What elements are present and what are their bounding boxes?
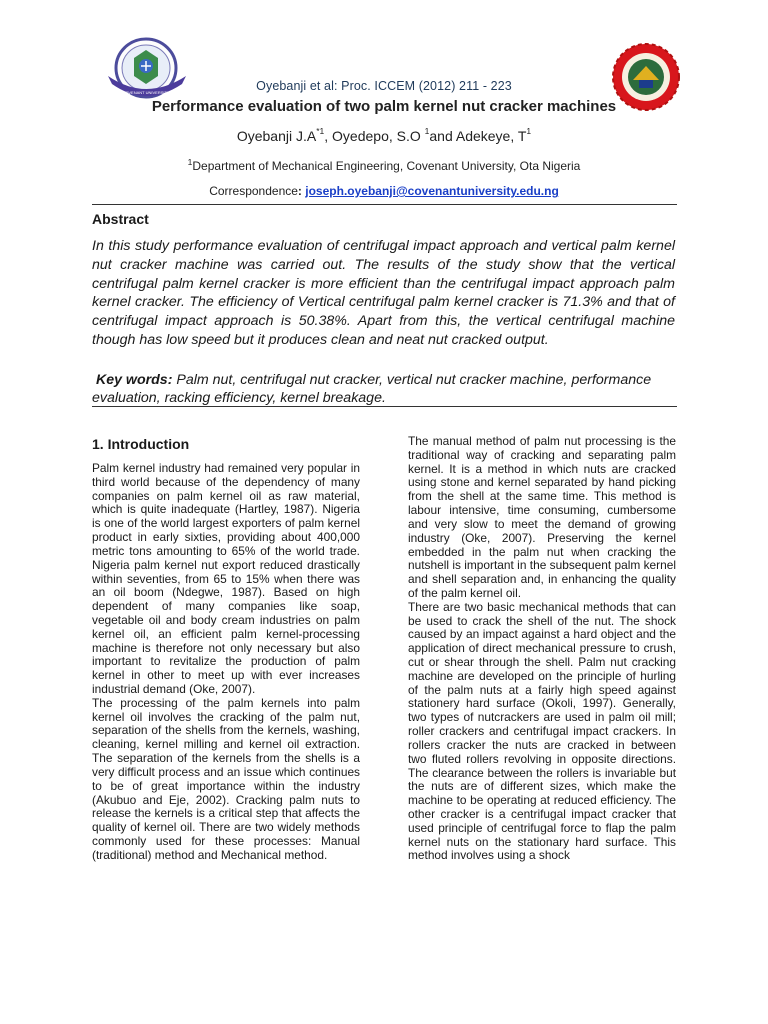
abstract-bottom-rule (92, 406, 677, 407)
author-separator: and (429, 128, 456, 144)
left-column (92, 462, 360, 863)
author-separator: , (324, 128, 333, 144)
correspondence-colon: : (297, 184, 306, 198)
author-name: Oyedepo, S.O (332, 128, 421, 144)
paragraph: There are two basic mechanical methods that can be used to crack the shell of the nut. The shock caused by an impact against a hard object and the application of direct mechanical pressure to crush, cut or shear through the shell. Palm nut cracking machine are developed on the principle of hurling of the palm nuts at a fairly high speed against stationery hard surface (Okoli, 1997). Generally, two types of nutcrackers are used in palm oil mill; roller crackers and centrifugal impact crackers. In rollers cracker the nuts are cracked in between two fluted rollers revolving in opposite directions. The clearance between the rollers is invariable but the nuts are of different sizes, which make the machine to be operating at reduced efficiency. The other cracker is a centrifugal impact cracker that used principle of centrifugal force to flap the palm kernel nuts on the stationary hard surface. This method involves using a shock (408, 599, 676, 863)
paragraph: Palm kernel industry had remained very popular in third world because of the dependency of many companies on palm kernel oil as raw material, which is quite inadequate (Hartley, 1987). Nigeria is one of the world largest exporters of palm kernel product in early sixties, providing about 400,000 metric tons amounting to 65% of the world trade. Nigeria palm kernel nut export reduced drastically within seventies, from 65 to 15% when there was an oil boom (Ndegwe, 1987). Based on high dependent of many companies like soap, vegetable oil and body cream industries on palm kernel oil, an efficient palm kernel-processing machine is therefore not only necessary but also important to revitalize the production of palm kernel in other to meet up with ever increases industrial demand (Oke, 2007). (92, 461, 360, 696)
abstract-text: In this study performance evaluation of centrifugal impact approach and vertical palm kernel nut cracker machine was carried out. The results of the study show that the vertical centrifugal palm kernel cracker is more efficient than the centrifugal impact approach palm kernel cracker. The efficiency of Vertical centrifugal palm kernel cracker is 71.3% and that of centrifugal impact approach is 50.38%. Apart from this, the vertical centrifugal machine though has low speed but it produces clean and neat nut cracked output. (92, 238, 675, 348)
keywords-text: Palm nut, centrifugal nut cracker, vertical nut cracker machine, performance evaluation, racking efficiency, kernel breakage. (92, 372, 652, 406)
author-affiliation-mark: 1 (526, 126, 532, 136)
paragraph: The processing of the palm kernels into palm kernel oil involves the cracking of the palm nut, separation of the shells from the kernels, washing, cleaning, kernel milling and kernel oil extraction. The separation of the kernels from the shells is a very difficult process and an issue which continues to be of great importance within the industry (Akubuo and Eje, 2002). Cracking palm nuts to release the kernels is a critical step that affects the quality of kernel oil. There are two widely methods commonly used for these processes: Manual (traditional) method and Mechanical method. (92, 695, 360, 862)
author-name: Oyebanji J.A (236, 128, 317, 144)
svg-text:COVENANT UNIVERSITY: COVENANT UNIVERSITY (122, 90, 170, 95)
right-column (408, 435, 676, 863)
author-list (0, 128, 768, 144)
affiliation-text: Department of Mechanical Engineering, Covenant University, Ota Nigeria (192, 159, 581, 173)
keywords (92, 372, 682, 407)
author-affiliation-mark: 1 (424, 126, 430, 136)
affiliation (0, 159, 768, 173)
paper-title: Performance evaluation of two palm kernel nut cracker machines (151, 98, 617, 115)
abstract-top-rule (92, 204, 677, 205)
section-heading-introduction: 1. Introduction (92, 436, 190, 452)
paragraph: The manual method of palm nut processing is the traditional way of cracking and separating palm kernel. It is a method in which nuts are cracked using stone and kernel separated by hand picking from the shell at the same time. This method is labour intensive, time consuming, cumbersome and very slow to meet the demand of growing industry (Oke, 2007). Preserving the kernel embedded in the palm nut when cracking the nutshell is important in the subsequent palm kernel and shell separation and, in enhancing the quality of the palm kernel oil. (408, 434, 676, 600)
keywords-label: Key words: (95, 372, 173, 388)
abstract-heading: Abstract (92, 211, 149, 227)
author-affiliation-mark: *1 (316, 126, 325, 136)
correspondence (0, 184, 768, 198)
citation-line: Oyebanji et al: Proc. ICCEM (2012) 211 - 223 (256, 79, 512, 93)
correspondence-email-link[interactable]: joseph.oyebanji@covenantuniversity.edu.ng (305, 184, 559, 198)
author-name: Adekeye, T (455, 128, 527, 144)
correspondence-label: Correspondence (209, 184, 298, 198)
affiliation-mark: 1 (187, 157, 193, 167)
